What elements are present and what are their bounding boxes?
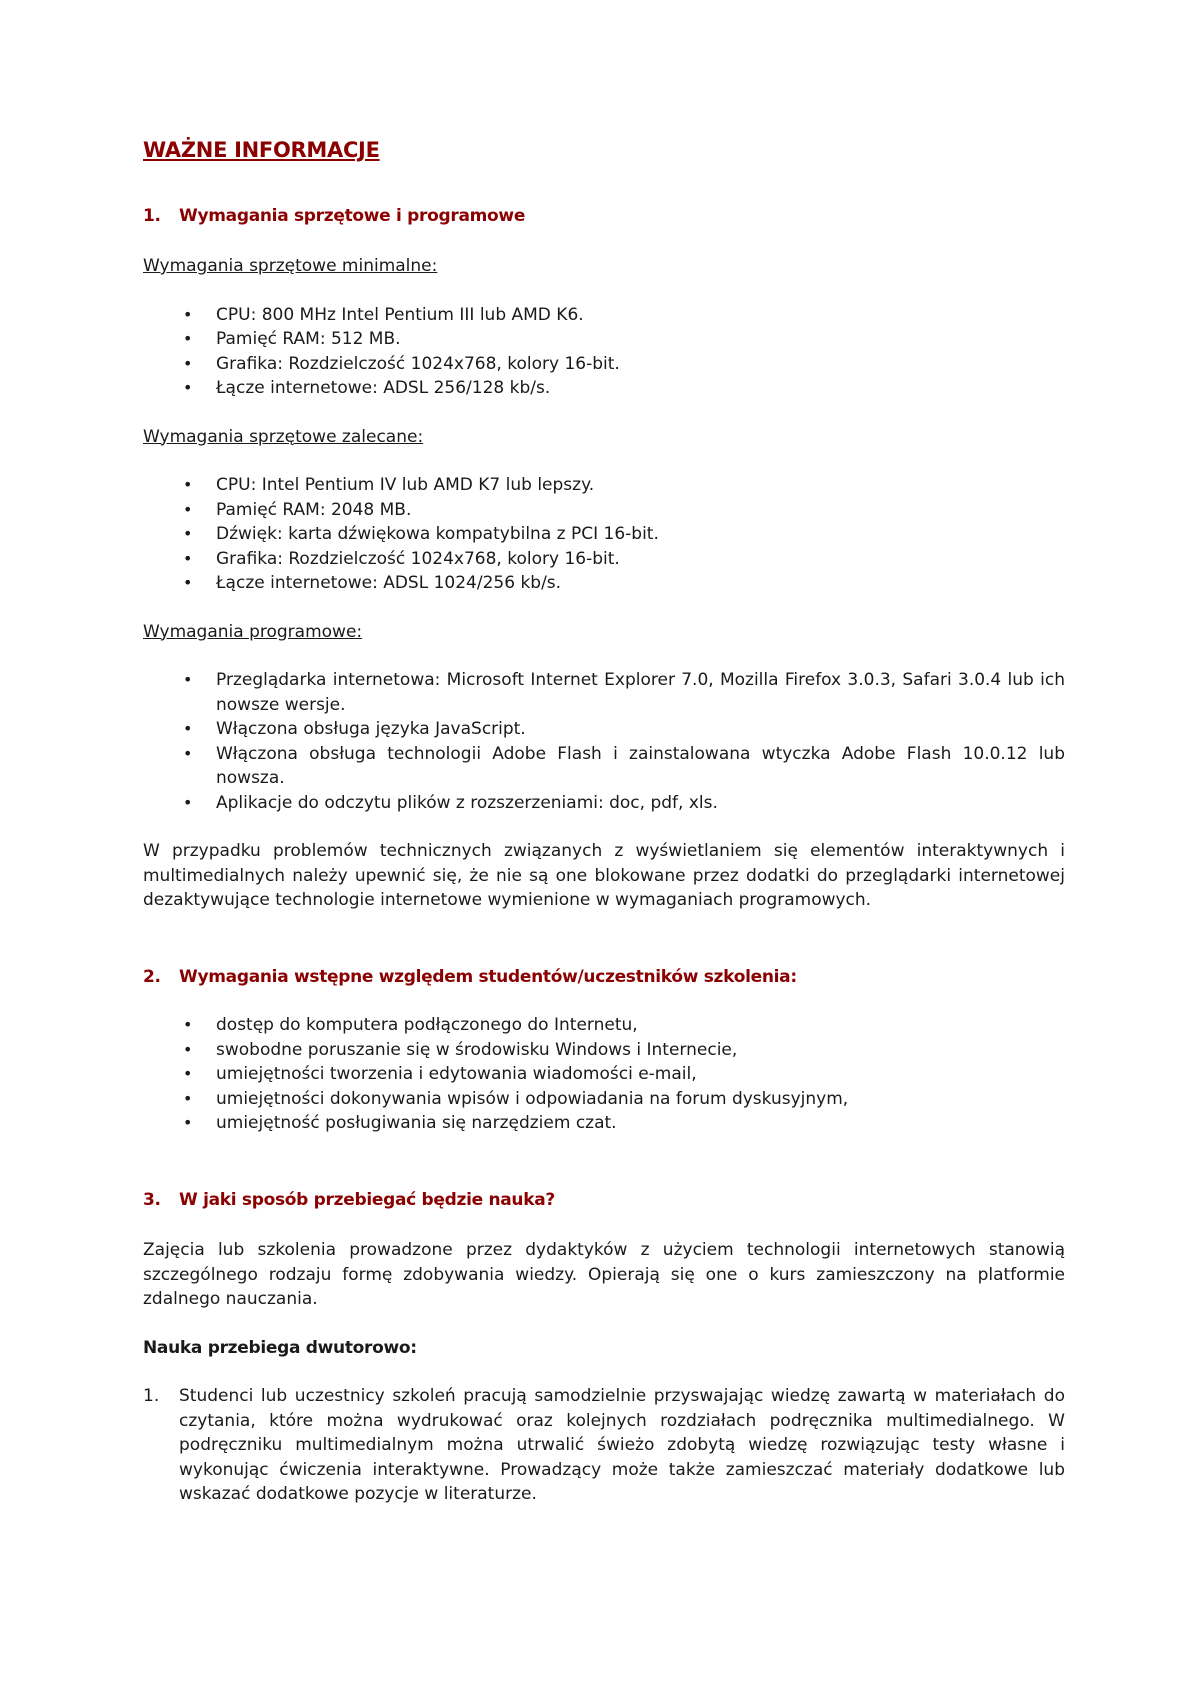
list-item: • Pamięć RAM: 512 MB. [143,327,1065,352]
bullet-icon: • [183,329,193,348]
learning-modes-heading: Nauka przebiega dwutorowo: [143,1337,417,1358]
bullet-icon: • [183,670,193,689]
section-2-heading [143,965,1065,990]
minimal-requirements-label: Wymagania sprzętowe minimalne: [143,256,438,276]
section-2-number: 2. [143,966,161,987]
section-1-heading [143,204,1065,229]
section-1-title: Wymagania sprzętowe i programowe [179,205,526,226]
bullet-icon: • [183,1064,193,1083]
software-requirements-label: Wymagania programowe: [143,621,363,642]
list-item: • Włączona obsługa technologii Adobe Flash i zainstalowana wtyczka Adobe Flash 10.0.12 lub nowsza. [183,743,1065,788]
bullet-icon: • [183,548,193,568]
bullet-icon: • [183,304,193,324]
learning-steps-list [143,1384,1065,1507]
section-3-title: W jaki sposób przebiegać będzie nauka? [179,1189,555,1210]
list-item: • Grafika: Rozdzielczość 1024x768, kolory 16-bit. [143,547,1065,572]
bullet-icon: • [183,1039,193,1059]
bullet-icon: • [183,1113,193,1132]
list-item: • Łącze internetowe: ADSL 1024/256 kb/s. [143,571,1065,596]
list-item: • Dźwięk: karta dźwiękowa kompatybilna z PCI 16-bit. [143,522,1065,547]
list-item: • umiejętności dokonywania wpisów i odpowiadania na forum dyskusyjnym, [143,1087,1065,1112]
recommended-requirements-label: Wymagania sprzętowe zalecane: [143,426,424,447]
list-item: • Przeglądarka internetowa: Microsoft Internet Explorer 7.0, Mozilla Firefox 3.0.3, Safari 3.0.4 lub ich nowsze wersje. [183,670,1065,715]
list-item [143,1384,1065,1507]
list-item: • Włączona obsługa języka JavaScript. [143,717,1065,742]
bullet-icon: • [183,378,193,397]
section-3-number: 3. [143,1189,161,1210]
list-item: • Grafika: Rozdzielczość 1024x768, kolory 16-bit. [143,352,1065,377]
recommended-requirements-list [143,473,1065,596]
software-requirements-list [143,668,1065,815]
section-2-title: Wymagania wstępne względem studentów/uczestników szkolenia: [179,966,797,987]
list-item: • Aplikacje do odczytu plików z rozszerzeniami: doc, pdf, xls. [143,791,1065,816]
bullet-icon: • [183,792,193,812]
list-item: • swobodne poruszanie się w środowisku Windows i Internecie, [143,1038,1065,1063]
list-item: • CPU: Intel Pentium IV lub AMD K7 lub lepszy. [143,473,1065,498]
bullet-icon: • [183,1015,193,1034]
technical-note-paragraph: W przypadku problemów technicznych związanych z wyświetlaniem się elementów interaktywnych i multimedialnych należy upewnić się, że nie są one blokowane przez dodatki do przeglądarki internetowej dezaktywujące technologie internetowe wymienione w wymaganiach programowych. [143,841,1065,910]
list-item: • CPU: 800 MHz Intel Pentium III lub AMD K6. [143,303,1065,328]
list-item: • umiejętności tworzenia i edytowania wiadomości e-mail, [143,1062,1065,1087]
bullet-icon: • [183,743,193,763]
list-item: • umiejętność posługiwania się narzędziem czat. [143,1111,1065,1136]
prerequisites-list [143,1013,1065,1136]
step-number: 1. [143,1386,160,1406]
step-text: Studenci lub uczestnicy szkoleń pracują samodzielnie przyswajając wiedzę zawartą w materiałach do czytania, które można wydrukować oraz kolejnych rozdziałach podręcznika multimedialnego. W podręczniku multimedialnym można utrwalić świeżo zdobytą wiedzę rozwiązując testy własne i wykonując ćwiczenia interaktywne. Prowadzący może także zamieszczać materiały dodatkowe lub wskazać dodatkowe pozycje w literaturze. [179,1386,1065,1504]
list-item: • dostęp do komputera podłączonego do Internetu, [143,1013,1065,1038]
minimal-requirements-list [143,303,1065,401]
section-3-heading [143,1188,1065,1213]
bullet-icon: • [183,719,193,738]
bullet-icon: • [183,573,193,592]
page-title: WAŻNE INFORMACJE [143,138,380,162]
list-item: • Łącze internetowe: ADSL 256/128 kb/s. [143,376,1065,401]
bullet-icon: • [183,475,193,494]
bullet-icon: • [183,524,193,543]
bullet-icon: • [183,499,193,519]
document-page [143,138,1065,1507]
section-3-intro-paragraph: Zajęcia lub szkolenia prowadzone przez dydaktyków z użyciem technologii internetowych stanowią szczególnego rodzaju formę zdobywania wiedzy. Opierają się one o kurs zamieszczony na platformie zdalnego nauczania. [143,1240,1065,1309]
bullet-icon: • [183,353,193,373]
section-1-number: 1. [143,205,161,226]
bullet-icon: • [183,1088,193,1108]
list-item: • Pamięć RAM: 2048 MB. [143,498,1065,523]
